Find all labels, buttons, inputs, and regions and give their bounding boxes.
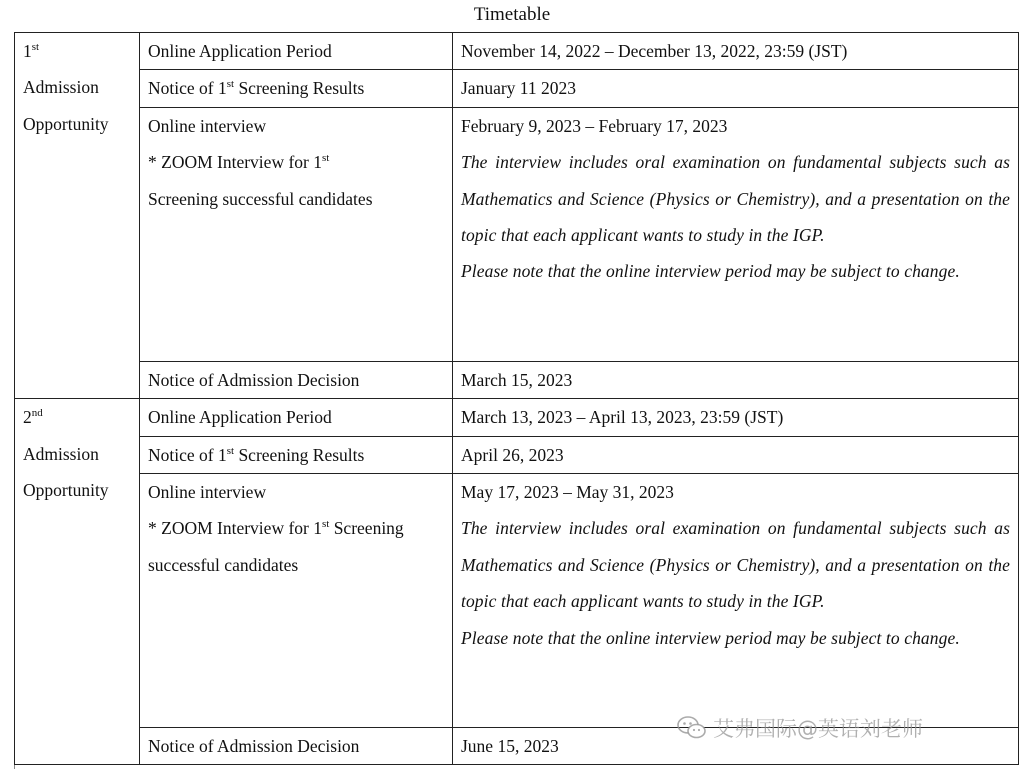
table-row bbox=[15, 436, 1019, 473]
screening-results-label bbox=[140, 436, 453, 473]
table-row bbox=[15, 399, 1019, 436]
table-row bbox=[15, 361, 1019, 398]
ordinal-suffix: st bbox=[321, 152, 330, 165]
interview-label-line: Screening successful candidates bbox=[148, 188, 373, 209]
ordinal-suffix: nd bbox=[31, 407, 43, 420]
table-row bbox=[15, 70, 1019, 107]
application-period-label: Online Application Period bbox=[140, 33, 453, 70]
application-period-value: March 13, 2023 – April 13, 2023, 23:59 (JST) bbox=[453, 399, 1019, 436]
opportunity-word-admission: Admission bbox=[23, 77, 99, 98]
interview-label-line: successful candidates bbox=[148, 554, 299, 575]
interview-label-line: * ZOOM Interview for 1 bbox=[148, 152, 322, 173]
interview-label-line: Online interview bbox=[148, 115, 267, 136]
ordinal-suffix: st bbox=[226, 444, 235, 457]
opportunity-label-1 bbox=[15, 33, 140, 399]
admission-decision-label: Notice of Admission Decision bbox=[140, 361, 453, 398]
watermark-text: 艾弗国际@英语刘老师 bbox=[713, 717, 923, 741]
screening-results-value: January 11 2023 bbox=[453, 70, 1019, 107]
opportunity-number: 1 bbox=[23, 41, 32, 61]
table-row bbox=[15, 33, 1019, 70]
watermark bbox=[677, 713, 923, 743]
admission-decision-value: June 15, 2023 bbox=[453, 728, 1019, 765]
screening-label-text: Notice of 1 bbox=[148, 444, 227, 465]
interview-dates: February 9, 2023 – February 17, 2023 bbox=[461, 115, 728, 136]
opportunity-label-2 bbox=[15, 399, 140, 765]
screening-results-label bbox=[140, 70, 453, 107]
interview-dates: May 17, 2023 – May 31, 2023 bbox=[461, 482, 674, 503]
page-edge-mark bbox=[14, 765, 21, 769]
online-interview-label bbox=[140, 474, 453, 728]
interview-note: Please note that the online interview period may be subject to change. bbox=[461, 261, 960, 282]
screening-results-value: April 26, 2023 bbox=[453, 436, 1019, 473]
admission-decision-value: March 15, 2023 bbox=[453, 361, 1019, 398]
admission-decision-label: Notice of Admission Decision bbox=[140, 728, 453, 765]
ordinal-suffix: st bbox=[321, 518, 330, 531]
screening-label-text: Screening Results bbox=[234, 444, 365, 465]
interview-label-line: Online interview bbox=[148, 482, 267, 503]
online-interview-value bbox=[453, 107, 1019, 361]
interview-description: The interview includes oral examination on fundamental subjects such as Mathematics and Science (Physics or Chemistry), and a presentation on the topic that each applicant wants to study in the IGP. bbox=[461, 152, 1010, 246]
interview-label-line: Screening bbox=[329, 518, 404, 539]
opportunity-word-opportunity: Opportunity bbox=[23, 113, 109, 134]
opportunity-word-opportunity: Opportunity bbox=[23, 480, 109, 501]
application-period-label: Online Application Period bbox=[140, 399, 453, 436]
wechat-icon bbox=[677, 715, 707, 741]
screening-label-text: Screening Results bbox=[234, 78, 365, 99]
online-interview-value bbox=[453, 474, 1019, 728]
screening-label-text: Notice of 1 bbox=[148, 78, 227, 99]
page-title: Timetable bbox=[473, 4, 551, 25]
table-row bbox=[15, 107, 1019, 361]
interview-description: The interview includes oral examination on fundamental subjects such as Mathematics and Science (Physics or Chemistry), and a presentation on the topic that each applicant wants to study in the IGP. bbox=[461, 518, 1010, 612]
opportunity-number: 2 bbox=[23, 407, 32, 428]
ordinal-suffix: st bbox=[226, 78, 235, 91]
table-row bbox=[15, 474, 1019, 728]
interview-note: Please note that the online interview period may be subject to change. bbox=[461, 627, 960, 648]
ordinal-suffix: st bbox=[31, 41, 40, 54]
online-interview-label bbox=[140, 107, 453, 361]
opportunity-word-admission: Admission bbox=[23, 443, 99, 464]
interview-label-line: * ZOOM Interview for 1 bbox=[148, 518, 322, 539]
application-period-value: November 14, 2022 – December 13, 2022, 23:59 (JST) bbox=[453, 33, 1019, 70]
timetable bbox=[14, 32, 1019, 765]
